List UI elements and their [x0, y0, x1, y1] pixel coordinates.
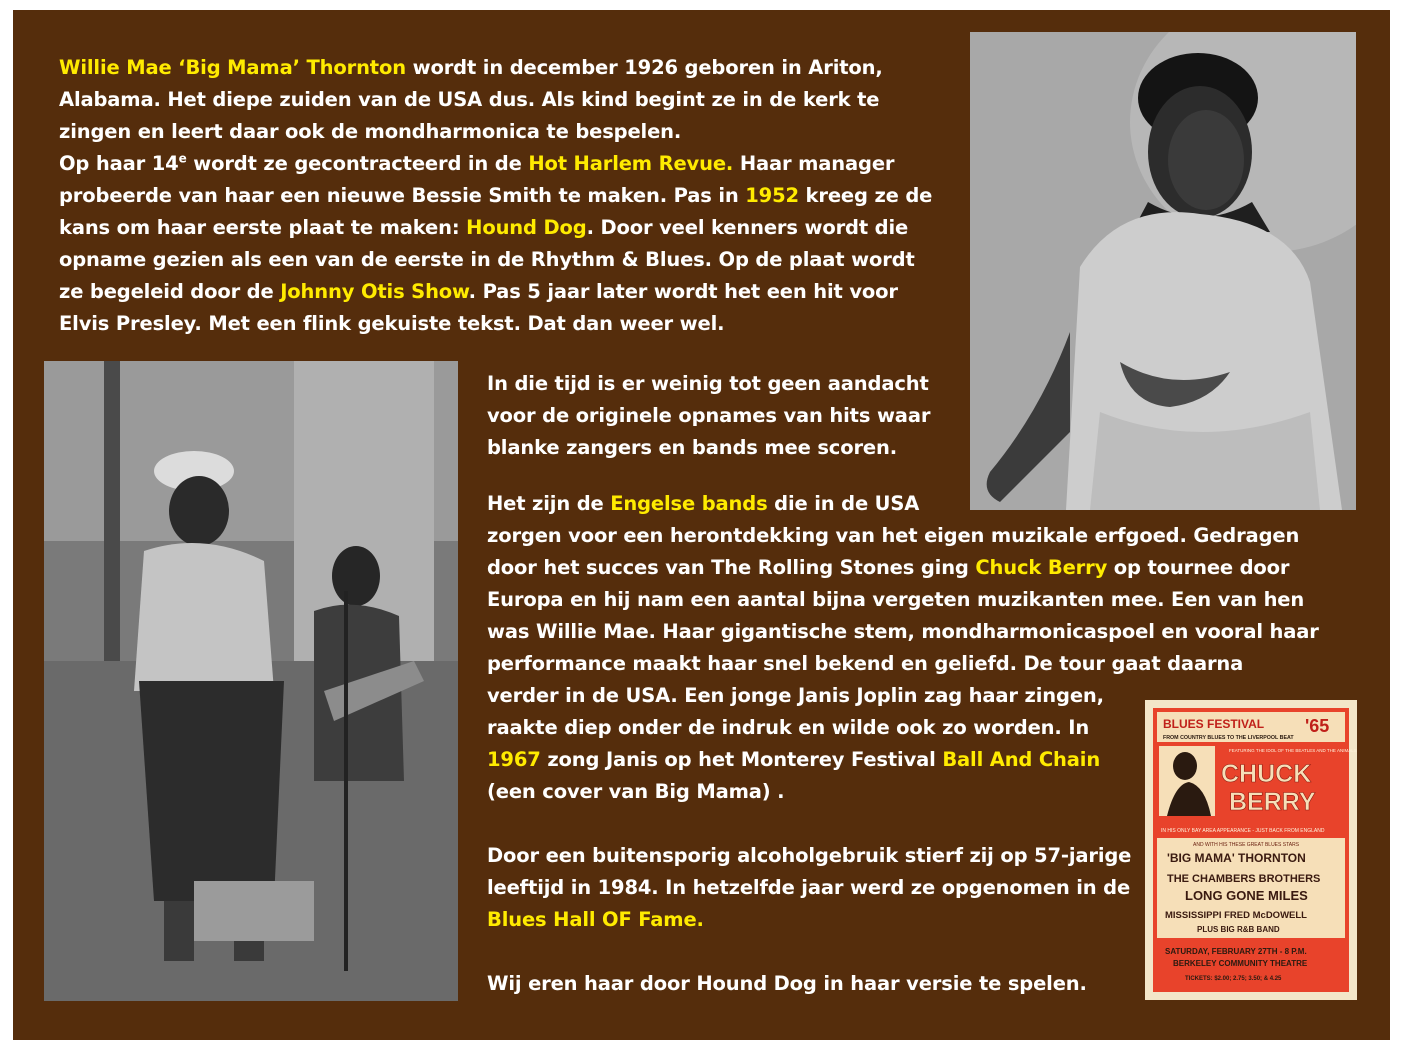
blues-hall-of-fame-highlight: Blues Hall OF Fame. [487, 908, 704, 931]
poster-illustration [1145, 700, 1357, 1000]
para3-line-10: (een cover van Big Mama) . [487, 780, 785, 803]
concert-poster [1145, 700, 1357, 1000]
para4-line-2: leeftijd in 1984. In hetzelfde jaar werd ze opgenomen in de [487, 876, 1131, 899]
para3-line-5: was Willie Mae. Haar gigantische stem, mondharmonicaspoel en vooral haar [487, 620, 1319, 643]
intro-line-4: Op haar 14e wordt ze gecontracteerd in de Hot Harlem Revue. Haar manager [59, 151, 895, 175]
poster-header: BLUES FESTIVAL [1163, 717, 1265, 731]
hot-harlem-revue-highlight: Hot Harlem Revue. [528, 152, 734, 175]
year-1967-highlight: 1967 [487, 748, 541, 771]
poster-headliner-2: BERRY [1229, 788, 1316, 816]
para3-line-1: Het zijn de Engelse bands die in de USA [487, 492, 920, 515]
poster-headliner-1: CHUCK [1221, 760, 1312, 788]
poster-subheader: FROM COUNTRY BLUES TO THE LIVERPOOL BEAT [1163, 735, 1294, 741]
para3-line-3: door het succes van The Rolling Stones ging Chuck Berry op tournee door [487, 556, 1290, 579]
para2-line-2: voor de originele opnames van hits waar [487, 404, 931, 427]
intro-line-8: ze begeleid door de Johnny Otis Show. Pas 5 jaar later wordt het een hit voor [59, 280, 898, 303]
intro-line-3: zingen en leert daar ook de mondharmonica te bespelen. [59, 120, 682, 143]
intro-line-6: kans om haar eerste plaat te maken: Hound Dog. Door veel kenners wordt die [59, 216, 909, 239]
intro-line-5: probeerde van haar een nieuwe Bessie Smith te maken. Pas in 1952 kreeg ze de [59, 184, 933, 207]
chuck-berry-highlight: Chuck Berry [975, 556, 1108, 579]
para2-line-3: blanke zangers en bands mee scoren. [487, 436, 897, 459]
intro-line-2: Alabama. Het diepe zuiden van de USA dus. Als kind begint ze in de kerk te [59, 88, 880, 111]
para3-line-7: verder in de USA. Een jonge Janis Joplin zag haar zingen, [487, 684, 1104, 707]
johnny-otis-highlight: Johnny Otis Show [280, 280, 469, 303]
intro-line-1: Willie Mae ‘Big Mama’ Thornton wordt in december 1926 geboren in Ariton, [59, 56, 883, 79]
poster-act-2: THE CHAMBERS BROTHERS [1167, 873, 1321, 885]
poster-act-4: MISSISSIPPI FRED McDOWELL [1165, 910, 1307, 921]
portrait-illustration [970, 32, 1356, 510]
para3-line-9: 1967 zong Janis op het Monterey Festival Ball And Chain [487, 748, 1101, 771]
poster-date: SATURDAY, FEBRUARY 27TH - 8 P.M. [1165, 947, 1307, 956]
year-1952-highlight: 1952 [745, 184, 799, 207]
intro-line-9: Elvis Presley. Met een flink gekuiste tekst. Dat dan weer wel. [59, 312, 725, 335]
poster-venue: BERKELEY COMMUNITY THEATRE [1173, 959, 1308, 968]
poster-act-5: PLUS BIG R&B BAND [1197, 925, 1280, 934]
poster-year: '65 [1305, 716, 1330, 736]
poster-and-with: AND WITH HIS THESE GREAT BLUES STARS [1193, 842, 1300, 848]
name-highlight: Willie Mae ‘Big Mama’ Thornton [59, 56, 406, 79]
para5-line-1: Wij eren haar door Hound Dog in haar versie te spelen. [487, 972, 1087, 995]
para2-line-1: In die tijd is er weinig tot geen aandacht [487, 372, 929, 395]
para4-line-1: Door een buitensporig alcoholgebruik stierf zij op 57-jarige [487, 844, 1132, 867]
hound-dog-highlight: Hound Dog [466, 216, 587, 239]
stage-illustration [44, 361, 458, 1001]
portrait-photo [970, 32, 1356, 510]
poster-tickets: TICKETS: $2.00; 2.75; 3.50; & 4.25 [1185, 976, 1282, 982]
stage-photo [44, 361, 458, 1001]
para3-line-2: zorgen voor een herontdekking van het eigen muzikale erfgoed. Gedragen [487, 524, 1300, 547]
para3-line-6: performance maakt haar snel bekend en geliefd. De tour gaat daarna [487, 652, 1244, 675]
poster-featuring: FEATURING THE IDOL OF THE BEATLES AND THE ANIMALS [1229, 748, 1357, 753]
poster-act-3: LONG GONE MILES [1185, 888, 1308, 903]
para3-line-4: Europa en hij nam een aantal bijna vergeten muzikanten mee. Een van hen [487, 588, 1305, 611]
ball-and-chain-highlight: Ball And Chain [942, 748, 1101, 771]
intro-line-7: opname gezien als een van de eerste in de Rhythm & Blues. Op de plaat wordt [59, 248, 915, 271]
para3-line-8: raakte diep onder de indruk en wilde ook zo worden. In [487, 716, 1090, 739]
engelse-bands-highlight: Engelse bands [610, 492, 768, 515]
poster-act-1: 'BIG MAMA' THORNTON [1167, 851, 1306, 865]
poster-note: IN HIS ONLY BAY AREA APPEARANCE - JUST BACK FROM ENGLAND [1161, 828, 1325, 834]
